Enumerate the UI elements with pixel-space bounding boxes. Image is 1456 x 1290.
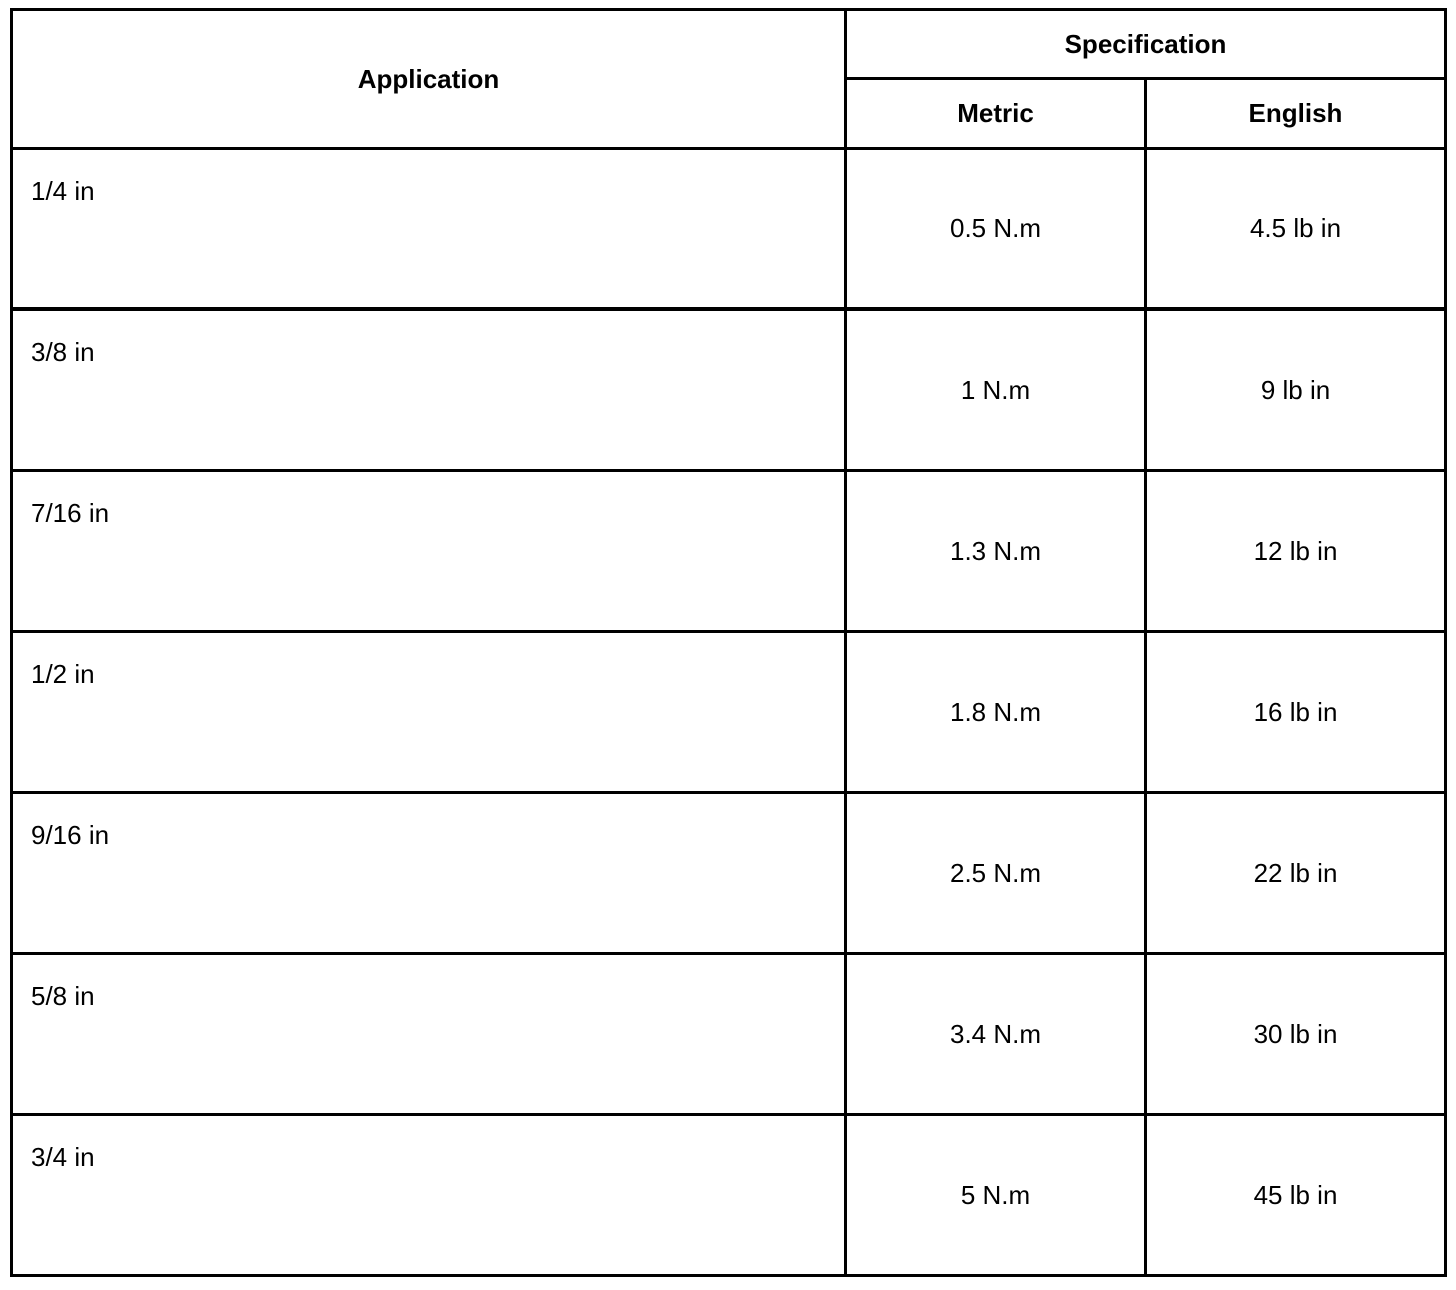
english-cell: 4.5 lb in — [1146, 149, 1446, 310]
english-cell: 12 lb in — [1146, 471, 1446, 632]
application-header: Application — [12, 10, 846, 149]
metric-header: Metric — [846, 79, 1146, 149]
table-row — [12, 954, 1446, 1115]
application-cell — [12, 149, 846, 310]
application-value: 3/4 in — [31, 1142, 95, 1172]
table-row — [12, 1115, 1446, 1276]
metric-cell: 1.8 N.m — [846, 632, 1146, 793]
metric-cell: 1.3 N.m — [846, 471, 1146, 632]
table-body — [12, 149, 1446, 1276]
application-cell — [12, 793, 846, 954]
english-cell: 16 lb in — [1146, 632, 1446, 793]
application-value: 5/8 in — [31, 981, 95, 1011]
application-cell — [12, 309, 846, 471]
application-value: 9/16 in — [31, 820, 110, 850]
application-cell — [12, 632, 846, 793]
application-cell — [12, 471, 846, 632]
english-cell: 9 lb in — [1146, 309, 1446, 471]
metric-cell: 2.5 N.m — [846, 793, 1146, 954]
application-value: 1/2 in — [31, 659, 95, 689]
application-value: 3/8 in — [31, 337, 95, 367]
table-row — [12, 471, 1446, 632]
application-value: 1/4 in — [31, 176, 95, 206]
application-value: 7/16 in — [31, 498, 110, 528]
metric-cell: 3.4 N.m — [846, 954, 1146, 1115]
table-header — [12, 10, 1446, 149]
table-row — [12, 632, 1446, 793]
application-cell — [12, 1115, 846, 1276]
english-cell: 30 lb in — [1146, 954, 1446, 1115]
table-row — [12, 149, 1446, 310]
specification-header: Specification — [846, 10, 1446, 79]
torque-spec-table-container — [10, 8, 1444, 1277]
table-row — [12, 793, 1446, 954]
metric-cell: 0.5 N.m — [846, 149, 1146, 310]
table-row — [12, 309, 1446, 471]
torque-spec-table — [10, 8, 1447, 1277]
english-cell: 22 lb in — [1146, 793, 1446, 954]
english-cell: 45 lb in — [1146, 1115, 1446, 1276]
english-header: English — [1146, 79, 1446, 149]
metric-cell: 5 N.m — [846, 1115, 1146, 1276]
metric-cell: 1 N.m — [846, 309, 1146, 471]
header-row-top — [12, 10, 1446, 79]
application-cell — [12, 954, 846, 1115]
